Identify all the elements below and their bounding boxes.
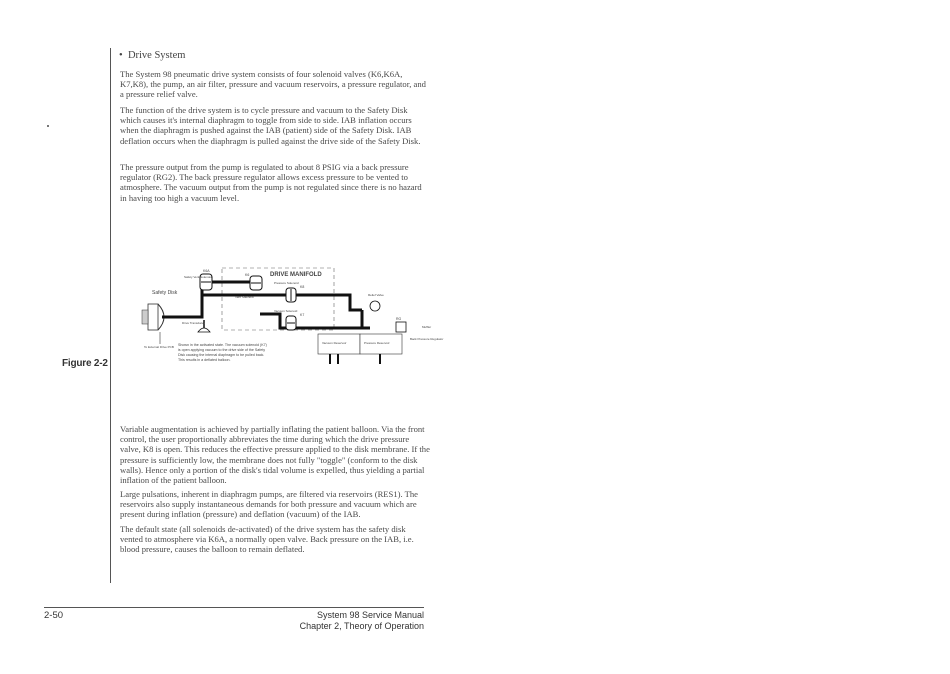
drive-line-main <box>202 295 362 310</box>
page-number: 2-50 <box>44 610 64 621</box>
muffler-label: Muffler <box>422 325 432 329</box>
k8-label: K8 <box>300 285 305 289</box>
paragraph-variable-augmentation: Variable augmentation is achieved by partially inflating the patient balloon. Via the front control, the user proportionally abbreviates the time during which the drive pressure valve, K8 is open. This reduces the effective pressure applied to the disk membrane. If the pressure is sufficiently low, the membrane does not fully "toggle" (conform to the disk walls). Hence only a portion of the disk's tidal volume is expelled, thus yielding a partial inflation of the patient balloon. <box>120 424 430 486</box>
k6a-label: K6A <box>203 269 210 273</box>
footer-rule <box>44 607 424 608</box>
relief-valve-icon <box>370 301 380 311</box>
paragraph-components: The System 98 pneumatic drive system consists of four solenoid valves (K6,K6A, K7,K8), the pump, an air filter, pressure and vacuum reservoirs, a pressure regulator, and a pressure relief valve. <box>120 69 426 100</box>
regulator-icon <box>396 322 406 332</box>
drive-line-lower <box>260 314 370 328</box>
footer-title-block <box>300 610 424 632</box>
manifold-title: DRIVE MANIFOLD <box>270 272 322 278</box>
paragraph-pulsations: Large pulsations, inherent in diaphragm pumps, are filtered via reservoirs (RES1). The reservoirs also supply instantaneous demands for both pressure and vacuum which are present during inflation (pressure) and deflation (vacuum) of the IAB. <box>120 489 418 520</box>
caption-line-2: is open applying vacuum to the drive side of the Safety <box>178 348 266 352</box>
paragraph-default-state: The default state (all solenoids de-activated) of the drive system has the safety disk vented to atmosphere via K6A, a normally open valve. Back pressure on the IAB, i.e. blood pressure, causes the balloon to remain deflated. <box>120 524 414 555</box>
drive-manifold-diagram <box>140 262 480 374</box>
caption-line-1: Shown in the activated state. The vacuum solenoid (K7) <box>178 343 267 347</box>
scan-speck <box>47 125 49 127</box>
relief-valve-label: Relief Valve <box>368 293 384 297</box>
vent-solenoid-label: Vent Solenoid <box>235 295 254 299</box>
drive-transducer-label: Drive Transducer <box>182 321 205 325</box>
k7-label: K7 <box>300 313 305 317</box>
figure-label: Figure 2-2 <box>62 358 108 369</box>
safety-disk-port <box>142 310 148 324</box>
safety-valve-label: Safety Vent Solenoid <box>184 275 212 279</box>
left-margin-rule <box>110 48 111 583</box>
vacuum-reservoir-label: Vacuum Reservoir <box>322 341 347 345</box>
paragraph-function: The function of the drive system is to cycle pressure and vacuum to the Safety Disk which causes it's internal diaphragm to toggle from side to side. IAB inflation occurs when the diaphragm is pushed against the IAB (patient) side of the Safety Disk. IAB deflation occurs when the diaphragm is pulled against the drive side of the Safety Disk. <box>120 105 421 146</box>
to-external-drive-label: To External Drive PCB <box>144 345 174 349</box>
section-heading: • Drive System <box>119 50 186 61</box>
section-title: Drive System <box>127 50 186 61</box>
caption-line-3: Disk causing the internal diaphragm to be pulled back. <box>178 353 265 357</box>
safety-disk-label: Safety Disk <box>152 290 178 296</box>
drive-transducer-icon <box>198 328 210 332</box>
caption-line-4: This results in a deflated balloon. <box>178 358 231 362</box>
vacuum-solenoid-label: Vacuum Solenoid <box>274 309 298 313</box>
manual-title: System 98 Service Manual <box>316 610 424 620</box>
k6-label: K6 <box>245 273 250 277</box>
chapter-title: Chapter 2, Theory of Operation <box>299 621 424 631</box>
back-pressure-regulator-label: Back Pressure Regulator <box>410 337 444 341</box>
pressure-solenoid-label: Pressure Solenoid <box>274 281 299 285</box>
pressure-reservoir-label: Pressure Reservoir <box>364 341 390 345</box>
safety-disk-body <box>148 304 158 330</box>
paragraph-pressure-output: The pressure output from the pump is regulated to about 8 PSIG via a back pressure regulator (RG2). The back pressure regulator allows excess pressure to be vented to atmosphere. The vacuum output from the pump is not regulated since there is no hazard in having too high a vacuum level. <box>120 162 422 203</box>
rg-label: RG <box>396 317 402 321</box>
